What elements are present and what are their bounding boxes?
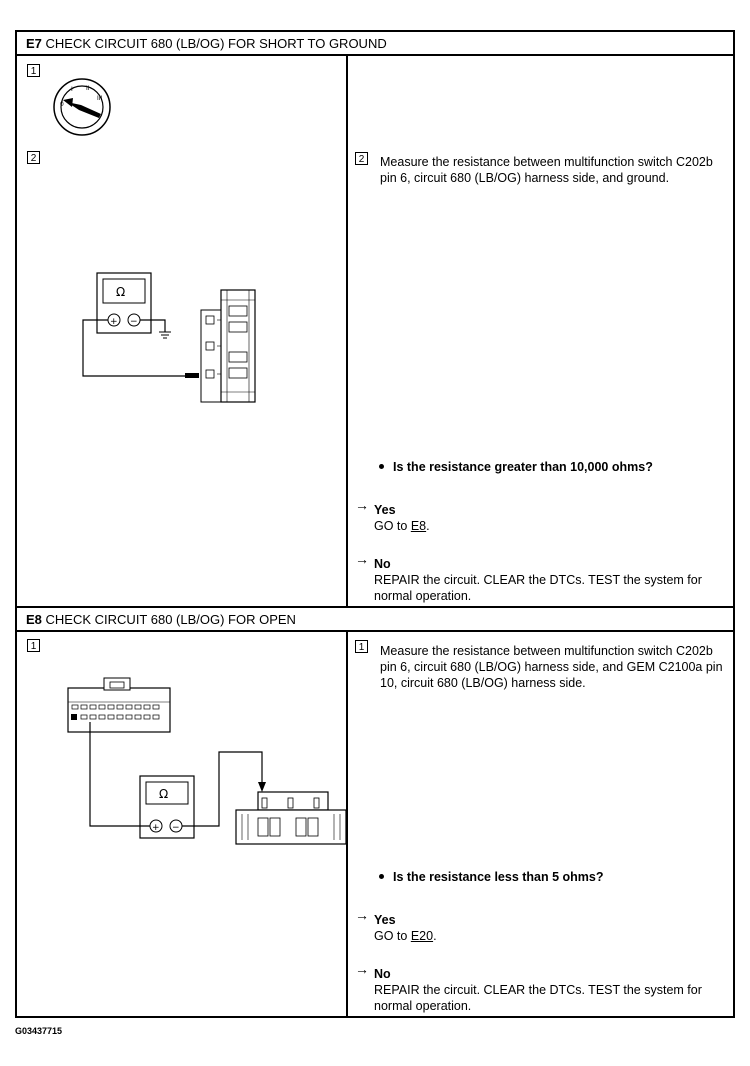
e8-step1-number: 1 — [27, 639, 40, 652]
e7-step2-number: 2 — [27, 151, 40, 164]
e8-no-label: No — [374, 967, 391, 981]
e8-question — [379, 870, 604, 884]
e7-no-label: No — [374, 557, 391, 571]
e8-no-action: REPAIR the circuit. CLEAR the DTCs. TEST the system for normal operation. — [374, 983, 702, 1013]
ignition-label-0: 0 — [60, 101, 64, 108]
e8-instruction: Measure the resistance between multifunction switch C202b pin 6, circuit 680 (LB/OG) harness side, and GEM C2100a pin 10, circuit 680 (LB/OG) harness side. — [380, 644, 723, 690]
e8-ohmmeter-diagram — [62, 674, 342, 833]
e7-id: E7 — [26, 36, 42, 51]
e8-meter-minus: − — [172, 823, 180, 833]
ignition-label-1: I — [71, 86, 73, 93]
e7-ohm-symbol: Ω — [116, 285, 126, 299]
e7-question-text: Is the resistance greater than 10,000 ohms? — [393, 460, 653, 474]
e8-id: E8 — [26, 612, 42, 627]
bullet-icon — [379, 874, 384, 879]
e8-yes-link[interactable]: E20 — [410, 929, 434, 943]
e7-header — [17, 32, 733, 56]
ignition-label-2: II — [86, 85, 90, 92]
e8-title: CHECK CIRCUIT 680 (LB/OG) FOR OPEN — [45, 612, 296, 627]
e7-title: CHECK CIRCUIT 680 (LB/OG) FOR SHORT TO GROUND — [45, 36, 387, 51]
e7-yes-prefix: GO to — [374, 519, 408, 533]
e7-yes-suffix: . — [426, 519, 430, 533]
e7-no-arrow-icon: → — [355, 551, 369, 567]
e8-question-text: Is the resistance less than 5 ohms? — [393, 870, 604, 884]
e8-yes-action — [374, 928, 437, 944]
e7-ohmmeter-diagram — [77, 270, 267, 410]
procedure-table — [15, 30, 735, 1018]
e7-yes-link[interactable]: E8 — [410, 519, 427, 533]
e7-meter-plus: + — [110, 317, 118, 327]
e7-no-action: REPAIR the circuit. CLEAR the DTCs. TEST the system for normal operation. — [374, 573, 702, 603]
figure-code: G03437715 — [15, 1026, 63, 1036]
e8-yes-suffix: . — [433, 929, 437, 943]
e7-meter-minus: − — [130, 317, 138, 327]
e8-right-step-number: 1 — [355, 640, 368, 653]
e8-no-arrow-icon: → — [355, 961, 369, 977]
e7-instruction: Measure the resistance between multifunction switch C202b pin 6, circuit 680 (LB/OG) harness side, and ground. — [380, 155, 713, 185]
e8-yes-label: Yes — [374, 913, 396, 927]
e7-yes-action — [374, 518, 430, 534]
e8-header — [17, 608, 733, 632]
e7-step1-number: 1 — [27, 64, 40, 77]
e8-yes-arrow-icon: → — [355, 907, 369, 923]
e7-column-divider — [346, 56, 348, 606]
e8-ohm-symbol: Ω — [159, 787, 169, 801]
e7-right-step-number: 2 — [355, 152, 368, 165]
ignition-label-3: III — [97, 95, 103, 102]
e8-yes-prefix: GO to — [374, 929, 408, 943]
e7-yes-arrow-icon: → — [355, 497, 369, 513]
bullet-icon — [379, 464, 384, 469]
ignition-switch-icon — [53, 78, 115, 140]
e7-question — [379, 460, 653, 474]
e8-meter-plus: + — [152, 823, 160, 833]
e7-yes-label: Yes — [374, 503, 396, 517]
